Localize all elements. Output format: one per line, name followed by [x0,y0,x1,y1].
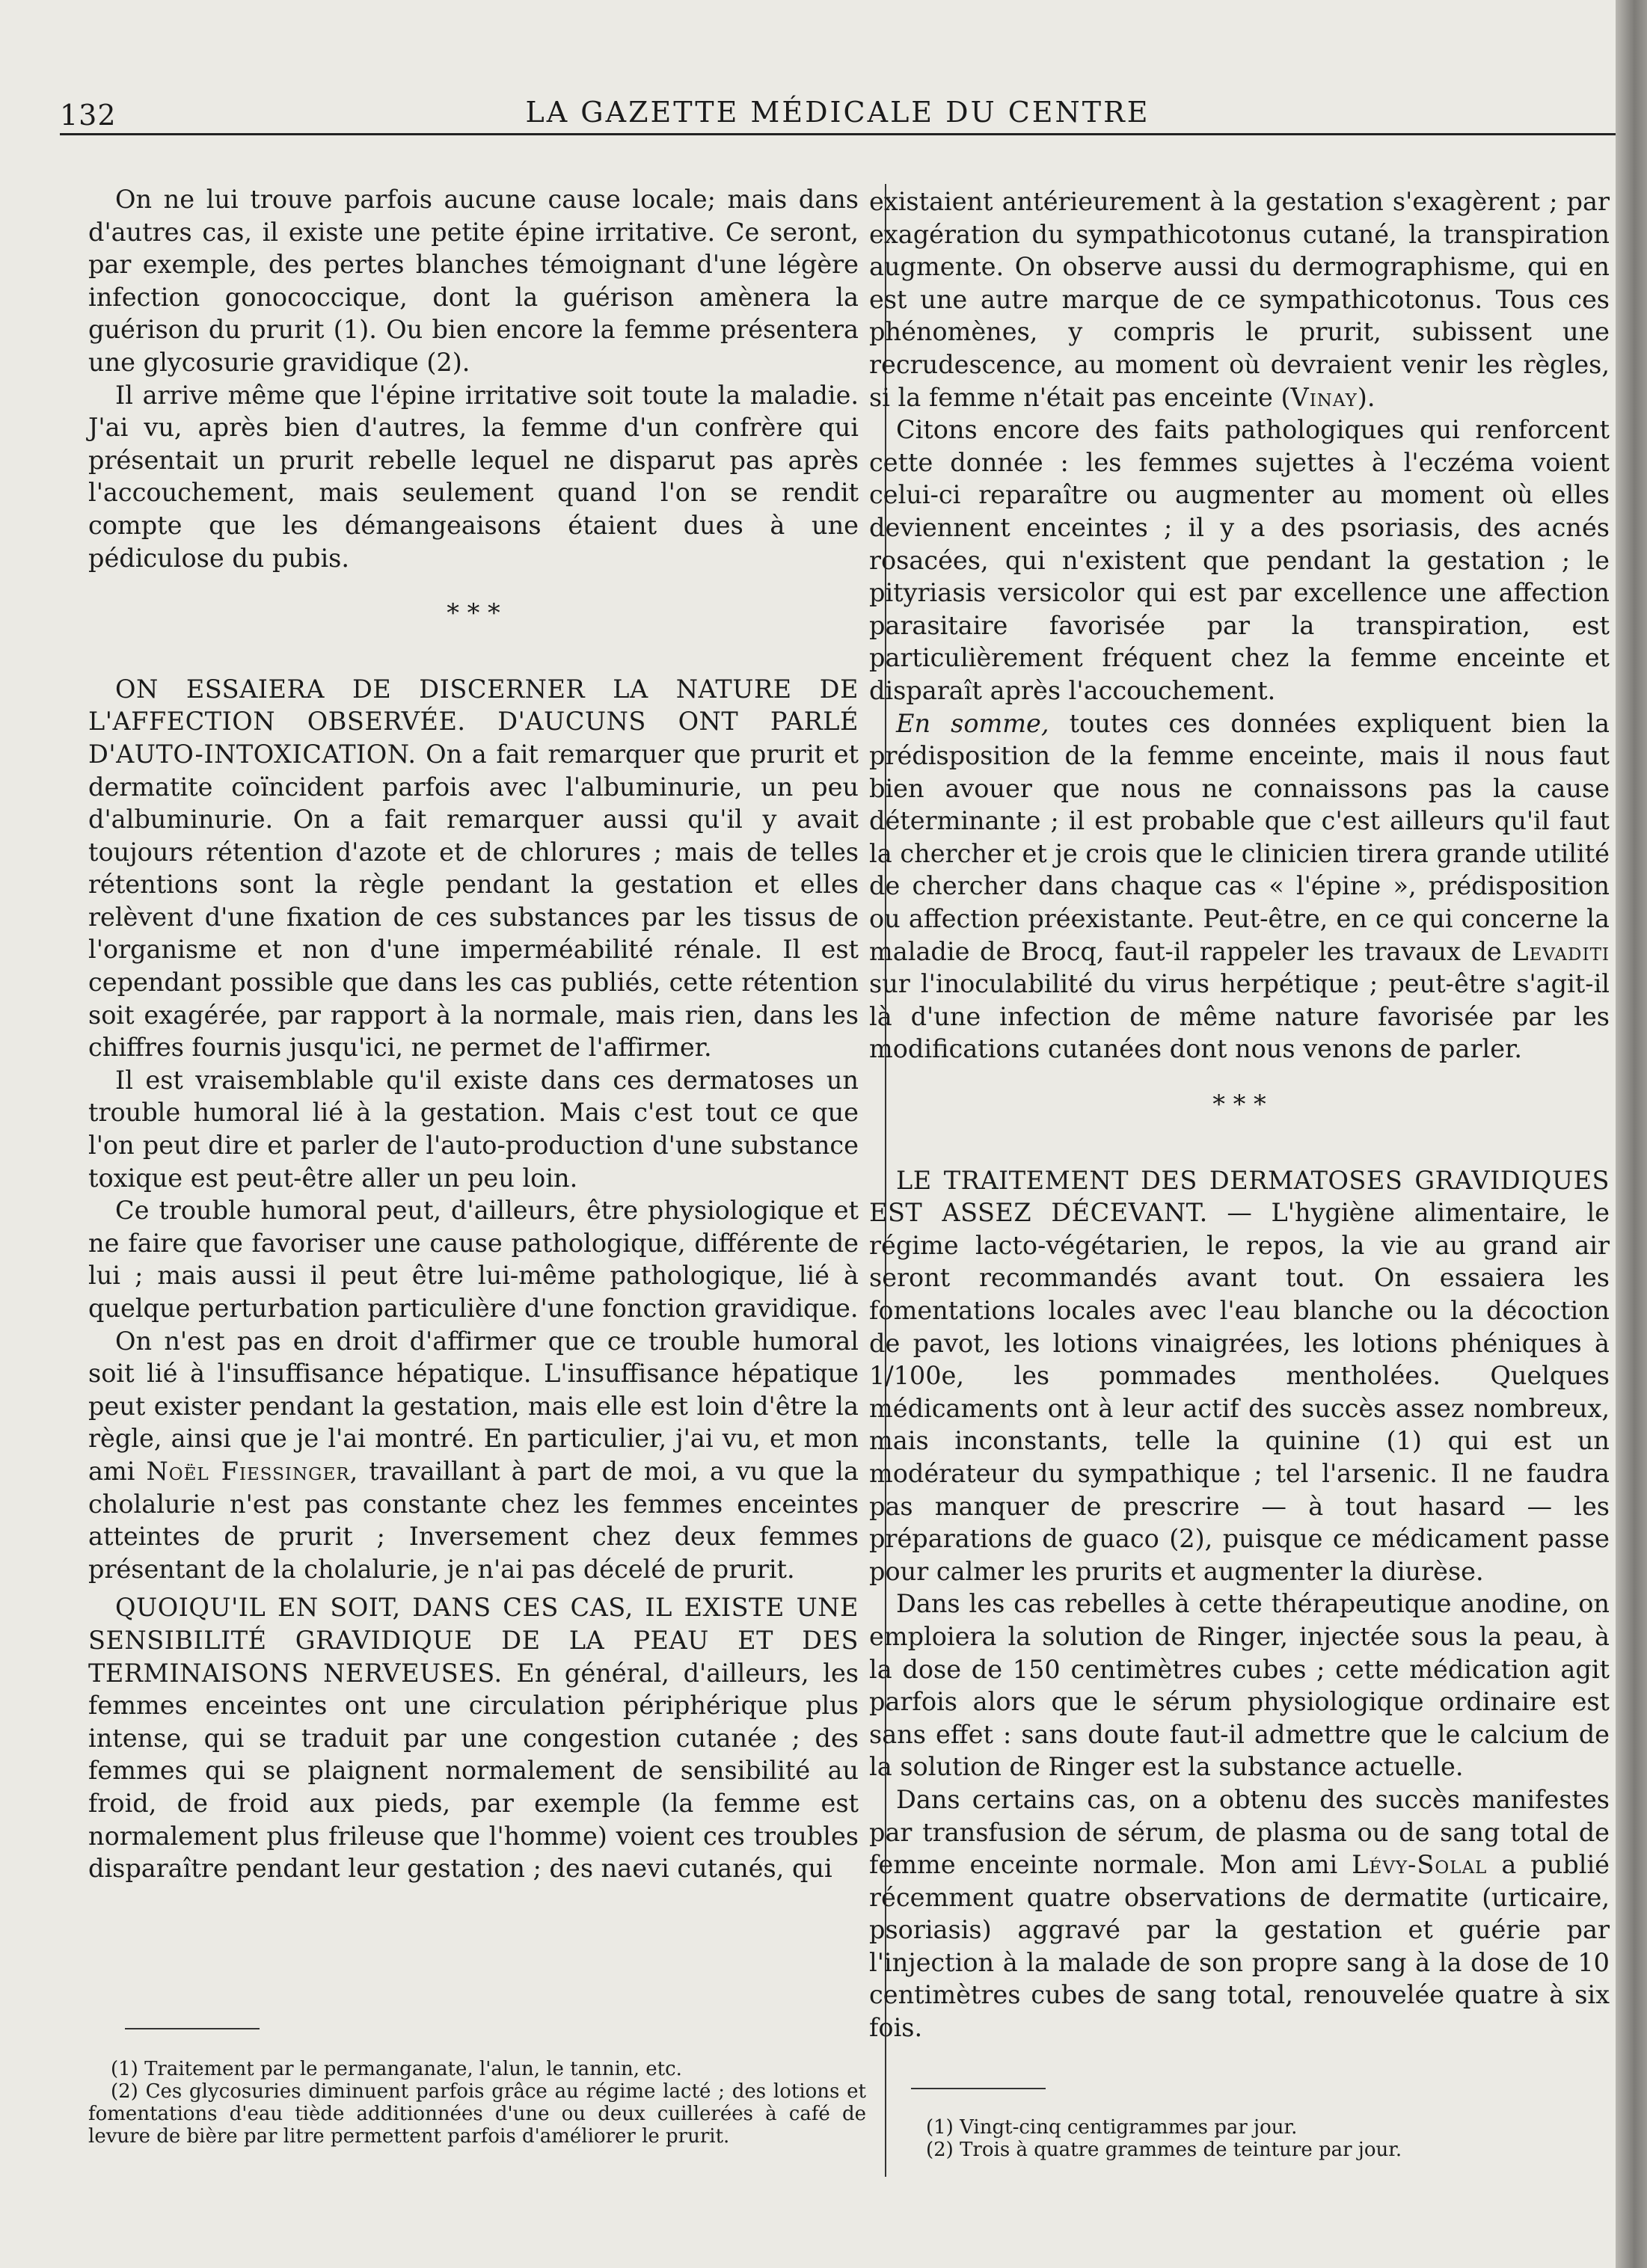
paragraph-text: On a fait remarquer que prurit et dermatite coïncident parfois avec l'albuminurie, un peu d'albuminurie. On a fait remarquer aussi qu'il y avait toujours rétention d'azote et de chlorures ; mais de telles rétentions sont la règle pendant la gestation et elles relèvent d'une fixation de ces substances par les tissus de l'organisme et non d'une imperméabilité rénale. Il est cependant possible que dans les cas publiés, cette rétention soit exagérée, par rapport à la normale, mais rien, dans les chiffres fournis jusqu'ici, ne permet de l'affirmer. [88,739,859,1063]
section-paragraph [88,1591,859,1884]
paragraph-text: toutes ces données expliquent bien la prédisposition de la femme enceinte, mais il nous faut bien avouer que nous ne connaissons pas la cause déterminante ; il est probable que c'est ailleurs qu'il faut la chercher et je crois que le clinicien tirera grande utilité de chercher dans chaque cas « l'épine », prédisposition ou affection préexistante. Peut-être, en ce qui concerne la maladie de Brocq, faut-il rappeler les travaux de [869,708,1610,966]
section-heading: LE TRAITEMENT DES DERMATOSES GRAVIDIQUES EST ASSEZ DÉCEVANT. [869,1165,1610,1228]
paragraph-text: sur l'inoculabilité du virus herpétique ; peut-être s'agit-il là d'une infection de même nature favorisée par les modifications cutanées dont nous venons de parler. [869,969,1610,1064]
author-name: Levaditi [1512,936,1610,966]
paragraph [869,1783,1610,2044]
paragraph-text: a publié récemment quatre observations de dermatite (urticaire, psoriasis) aggravé par la gestation et guérie par l'injection à la malade de son propre sang à la dose de 10 centimètres cubes de sang total, renouvelée quatre à six fois. [869,1850,1610,2043]
footnote: (2) Trois à quatre grammes de teinture par jour. [926,2139,1402,2161]
footnote: (1) Vingt-cinq centigrammes par jour. [926,2116,1298,2139]
footnote-rule [911,2088,1046,2089]
paragraph [88,1325,859,1586]
left-footnotes [88,2058,866,2148]
author-name: Noël Fiessinger [146,1456,350,1486]
section-heading: QUOIQU'IL EN SOIT, DANS CES CAS, IL EXISTE UNE SENSIBILITÉ GRAVIDIQUE DE LA PEAU ET DES TERMINAISONS NERVEUSES. [88,1593,859,1688]
paragraph: On ne lui trouve parfois aucune cause locale; mais dans d'autres cas, il existe une petite épine irritative. Ce seront, par exemple, des pertes blanches témoignant d'une légère infection gonococcique, dont la guérison amènera la guérison du prurit (1). Ou bien encore la femme présentera une glycosurie gravidique (2). [88,185,859,377]
section-heading: ON ESSAIERA DE DISCERNER LA NATURE DE L'AFFECTION OBSERVÉE. D'AUCUNS ONT PARLÉ D'AUTO-INTOXICATION. [88,674,859,769]
right-column [869,185,1610,2044]
section-paragraph [869,1164,1610,1588]
header-rule [60,133,1616,135]
right-footnotes [904,2116,1607,2161]
paragraph [869,185,1610,414]
paragraph [869,707,1610,1066]
paragraph-text: On n'est pas en droit d'affirmer que ce trouble humoral soit lié à l'insuffisance hépatique. L'insuffisance hépatique peut exister pendant la gestation, mais elle est loin d'être la règle, ainsi que je l'ai montré. En particulier, j'ai vu, et mon ami [88,1326,859,1486]
author-name: Vinay [1290,382,1358,412]
footnote: (1) Traitement par le permanganate, l'alun, le tannin, etc. [111,2058,682,2080]
paragraph: Il est vraisemblable qu'il existe dans ces dermatoses un trouble humoral lié à la gestation. Mais c'est tout ce que l'on peut dire et parler de l'auto-production d'une substance toxique est peut-être aller un peu loin. [88,1065,859,1193]
paragraph-text: ). [1357,382,1375,412]
section-separator: * * * [1212,1090,1266,1119]
paragraph: Dans les cas rebelles à cette thérapeutique anodine, on emploiera la solution de Ringer, injectée sous la peau, à la dose de 150 centimètres cubes ; cette médication agit parfois alors que le sérum physiologique ordinaire est sans effet : sans doute faut-il admettre que le calcium de la solution de Ringer est la substance actuelle. [869,1589,1610,1782]
paragraph-text: En général, d'ailleurs, les femmes enceintes ont une circulation périphérique plus intense, qui se traduit par une congestion cutanée ; des femmes qui se plaignent normalement de sensibilité au froid, de froid aux pieds, par exemple (la femme est normalement plus frileuse que l'homme) voient ces troubles disparaître pendant leur gestation ; des naevi cutanés, qui [88,1658,859,1884]
section-separator: * * * [447,598,500,628]
paragraph: Il arrive même que l'épine irritative soit toute la maladie. J'ai vu, après bien d'autres, la femme d'un confrère qui présentait un prurit rebelle lequel ne disparut pas après l'accouchement, mais seulement quand l'on se rendit compte que les démangeaisons étaient dues à une pédiculose du pubis. [88,380,859,573]
footnote-rule [125,2028,260,2029]
emphasis: En somme, [896,708,1049,738]
author-name: Lévy-Solal [1352,1850,1488,1880]
paragraph-text: — L'hygiène alimentaire, le régime lacto-végétarien, le repos, la vie au grand air seront recommandés avant tout. On essaiera les fomentations locales avec l'eau blanche ou la décoction de pavot, les lotions vinaigrées, les lotions phéniques à 1/100e, les pommades mentholées. Quelques médicaments ont à leur actif des succès assez nombreux, mais inconstants, telle la quinine (1) qui est un modérateur du sympathique ; tel l'arsenic. Il ne faudra pas manquer de prescrire — à tout hasard — les préparations de guaco (2), puisque ce médicament passe pour calmer les prurits et augmenter la diurèse. [869,1198,1610,1586]
paragraph: Ce trouble humoral peut, d'ailleurs, être physiologique et ne faire que favoriser une cause pathologique, différente de lui ; mais aussi il peut être lui-même pathologique, lié à quelque perturbation particulière d'une fonction gravidique. [88,1196,859,1323]
page-number: 132 [60,99,117,132]
paragraph-text: , travaillant à part de moi, a vu que la cholalurie n'est pas constante chez les femmes enceintes atteintes de prurit ; Inversement chez deux femmes présentant de la cholalurie, je n'ai pas décelé de prurit. [88,1456,859,1584]
running-title: LA GAZETTE MÉDICALE DU CENTRE [525,96,1150,129]
page-edge-shadow [1616,0,1647,2268]
paragraph-text: Dans certains cas, on a obtenu des succès manifestes par transfusion de sérum, de plasma ou de sang total de femme enceinte normale. Mon ami [869,1784,1610,1880]
paragraph-text: existaient antérieurement à la gestation s'exagèrent ; par exagération du sympathicotonus cutané, la transpiration augmente. On observe aussi du dermographisme, qui en est une autre marque de ce sympathicotonus. Tous ces phénomènes, y compris le prurit, subissent une recrudescence, au moment où devraient venir les règles, si la femme n'était pas enceinte ( [869,187,1610,412]
section-paragraph [88,673,859,1064]
footnote: (2) Ces glycosuries diminuent parfois grâce au régime lacté ; des lotions et fomentations d'eau tiède additionnées d'une ou deux cuillerées à café de levure de bière par litre permettent parfois d'améliorer le prurit. [88,2080,866,2148]
left-column [88,183,859,1885]
paragraph: Citons encore des faits pathologiques qui renforcent cette donnée : les femmes sujettes à l'eczéma voient celui-ci reparaître ou augmenter au moment où elles deviennent enceintes ; il y a des psoriasis, des acnés rosacées, qui n'existent que pendant la gestation ; le pityriasis versicolor qui est par excellence une affection parasitaire favorisée par la transpiration, est particulièrement fréquent chez la femme enceinte et disparaît après l'accouchement. [869,415,1610,705]
